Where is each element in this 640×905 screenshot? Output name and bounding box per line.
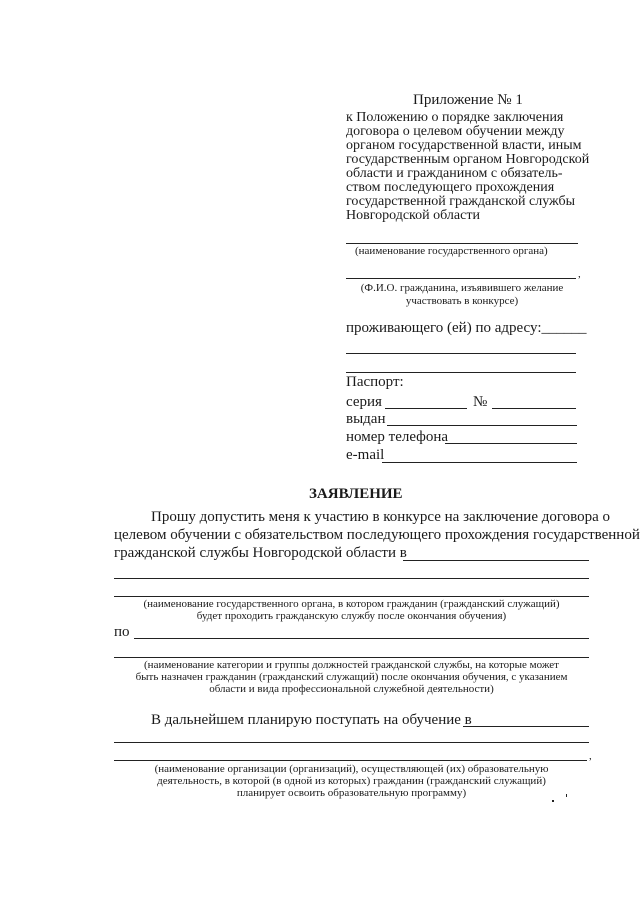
appendix-line: ством последующего прохождения [346, 180, 555, 195]
fio-caption-line: участвовать в конкурсе) [405, 295, 519, 307]
statement-paragraph-line: гражданской службы Новгородской области в [114, 545, 407, 561]
passport-label: Паспорт: [346, 374, 404, 390]
statement-paragraph-line: Прошу допустить меня к участию в конкурсе на заключение договора о [151, 509, 611, 525]
appendix-line: государственной гражданской службы [346, 194, 576, 209]
organ-fill-line [403, 560, 589, 561]
category-fill-line [114, 657, 589, 658]
category-fill-line [134, 638, 589, 639]
organ-caption-line: будет проходить гражданскую службу после окончания обучения) [196, 610, 507, 622]
organ-fill-line [114, 578, 589, 579]
fio-comma: , [578, 268, 581, 280]
statement-paragraph-line: целевом обучении с обязательством последующего прохождения государственной [114, 527, 640, 543]
scan-speck [566, 794, 567, 797]
fio-caption-line: (Ф.И.О. гражданина, изъявившего желание [360, 282, 564, 294]
appendix-line: государственным органом Новгородской [346, 152, 590, 167]
phone-label: номер телефона [346, 429, 449, 445]
address-line [346, 372, 576, 373]
address-line [346, 353, 576, 354]
plan-label: В дальнейшем планирую поступать на обучение в [151, 712, 472, 728]
appendix-line: органом государственной власти, иным [346, 138, 582, 153]
appendix-line: Новгородской области [346, 208, 480, 223]
organ-name-line [346, 243, 578, 244]
residence-label: проживающего (ей) по адресу:______ [346, 320, 587, 336]
education-fill-line [463, 726, 589, 727]
issued-label: выдан [346, 411, 386, 427]
education-caption-line: планирует освоить образовательную программу) [236, 787, 467, 799]
education-caption-line: деятельность, в которой (в одной из которых) гражданин (гражданский служащий) [157, 775, 546, 787]
organ-name-caption: (наименование государственного органа) [355, 245, 548, 257]
category-caption-line: области и вида профессиональной служебной деятельности) [209, 683, 494, 695]
series-line [385, 408, 467, 409]
education-fill-line [114, 760, 587, 761]
appendix-line: области и гражданином с обязатель- [346, 166, 563, 181]
phone-line [445, 443, 577, 444]
category-caption-line: быть назначен гражданин (гражданский служащий) после окончания обучения, с указанием [135, 671, 568, 683]
number-line [492, 408, 576, 409]
issued-line [387, 425, 577, 426]
po-label: по [114, 624, 130, 640]
appendix-title: Приложение № 1 [413, 92, 523, 108]
category-caption-line: (наименование категории и группы должностей гражданской службы, на которые может [144, 659, 559, 671]
education-comma: , [589, 750, 592, 762]
email-label: e-mail [346, 447, 385, 463]
number-label: № [473, 394, 488, 410]
statement-heading: ЗАЯВЛЕНИЕ [309, 486, 403, 502]
appendix-line: договора о целевом обучении между [346, 124, 565, 139]
fio-line [346, 278, 576, 279]
organ-fill-line [114, 596, 589, 597]
series-label: серия [346, 394, 382, 410]
education-fill-line [114, 742, 589, 743]
scan-speck [552, 800, 554, 802]
education-caption-line: (наименование организации (организаций), осуществляющей (их) образовательную [154, 763, 549, 775]
appendix-line: к Положению о порядке заключения [346, 110, 564, 125]
email-line [382, 462, 577, 463]
organ-caption-line: (наименование государственного органа, в котором гражданин (гражданский служащий) [143, 598, 560, 610]
